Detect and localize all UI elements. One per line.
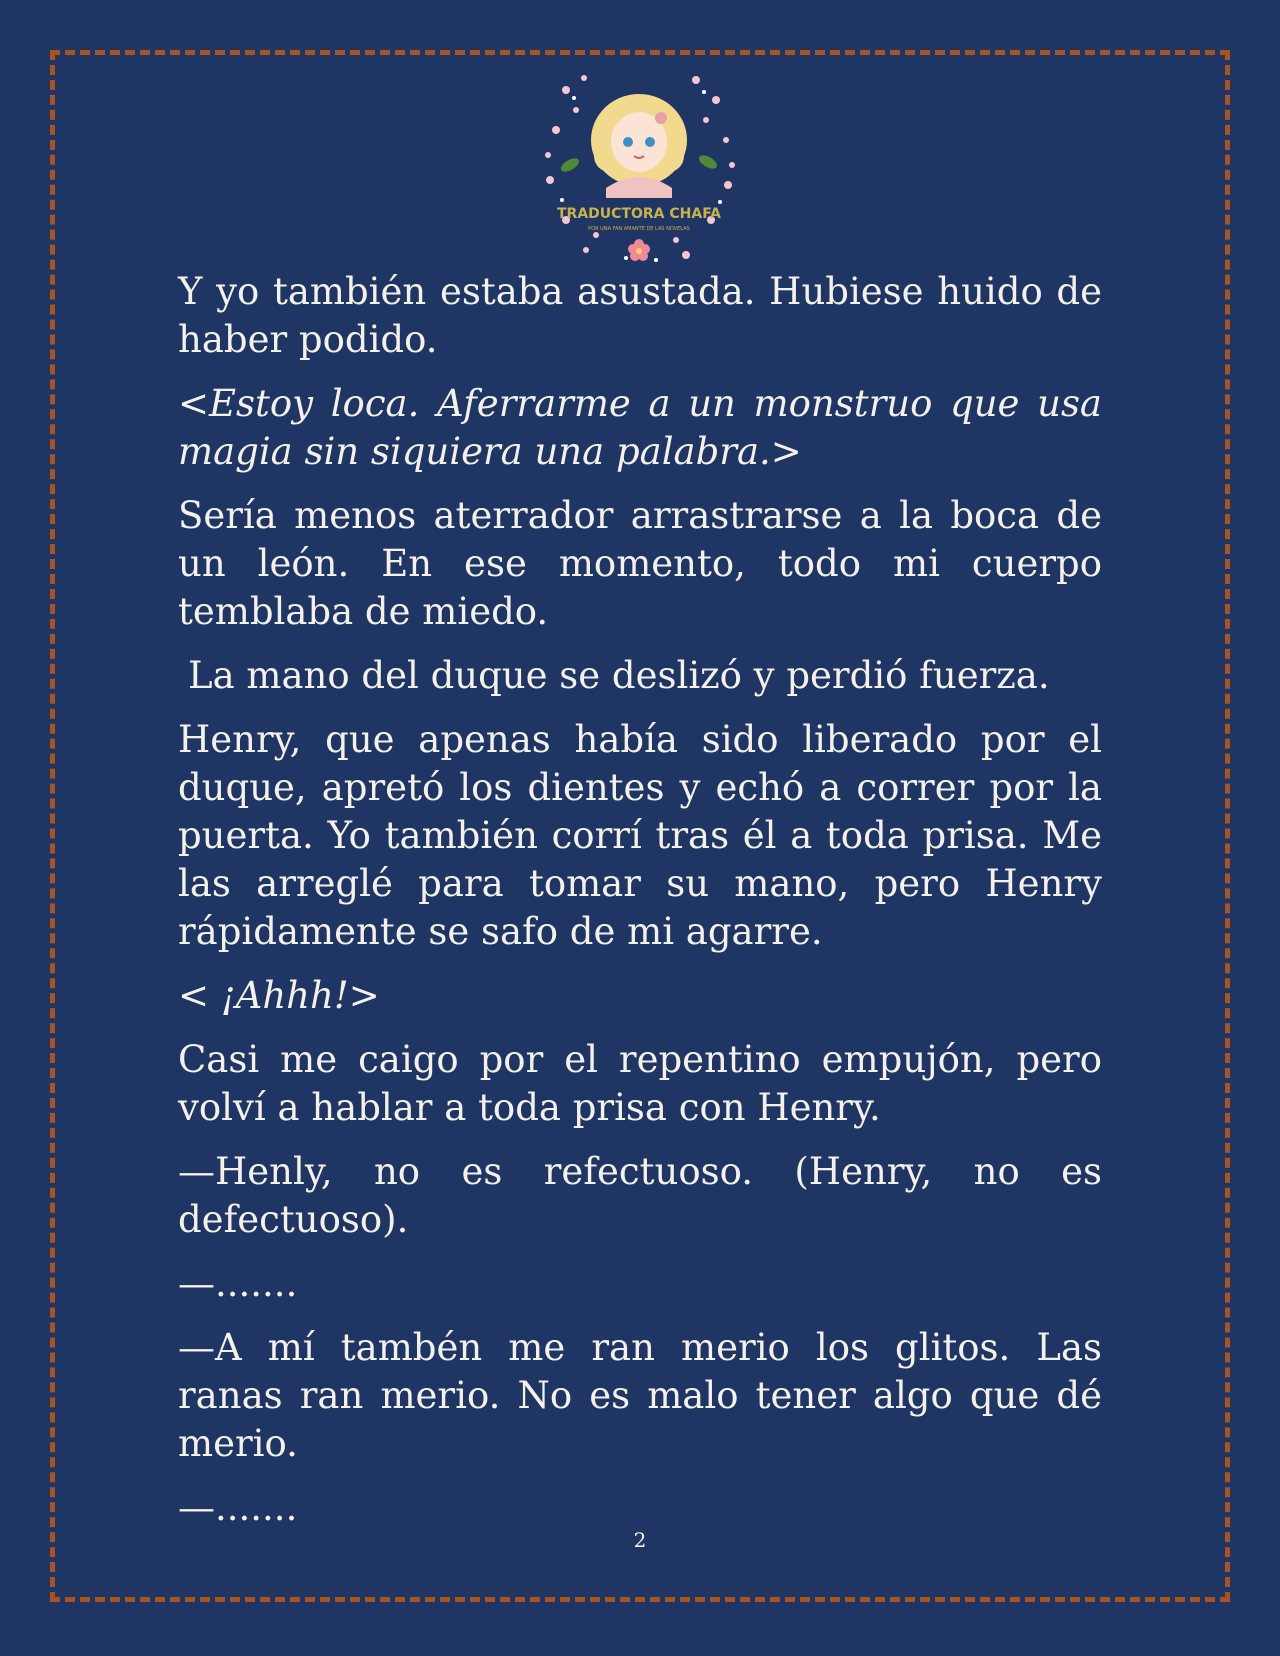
paragraph-dialogue: —A mí tambén me ran merio los glitos. Las ranas ran merio. No es malo tener algo que dé merio.: [178, 1326, 1102, 1465]
paragraph-thought: <Estoy loca. Aferrarme a un monstruo que usa magia sin siquiera una palabra.>: [178, 382, 1102, 473]
paragraph: Sería menos aterrador arrastrarse a la boca de un león. En ese momento, todo mi cuerpo temblaba de miedo.: [178, 494, 1102, 633]
paragraph: Casi me caigo por el repentino empujón, pero volví a hablar a toda prisa con Henry.: [178, 1038, 1102, 1129]
paragraph-dialogue: —Henly, no es refectuoso. (Henry, no es defectuoso).: [178, 1150, 1102, 1241]
paragraph-dialogue: —.......: [178, 1486, 298, 1529]
paragraph: Y yo también estaba asustada. Hubiese huido de haber podido.: [178, 270, 1102, 361]
logo-subtitle: POR UNA FAN AMANTE DE LAS NOVELAS: [588, 226, 690, 232]
page-number: 2: [633, 1528, 647, 1552]
translator-logo: [536, 70, 742, 266]
logo-title: TRADUCTORA CHAFA: [557, 206, 721, 222]
page-text: [178, 268, 1102, 1548]
paragraph-dialogue: —.......: [178, 1262, 298, 1305]
paragraph-thought: < ¡Ahhh!>: [178, 974, 380, 1017]
paragraph: Henry, que apenas había sido liberado por el duque, apretó los dientes y echó a correr por la puerta. Yo también corrí tras él a toda prisa. Me las arreglé para tomar su mano, pero Henry rápidamente se safo de mi agarre.: [178, 718, 1102, 953]
paragraph: La mano del duque se deslizó y perdió fuerza.: [188, 654, 1050, 697]
